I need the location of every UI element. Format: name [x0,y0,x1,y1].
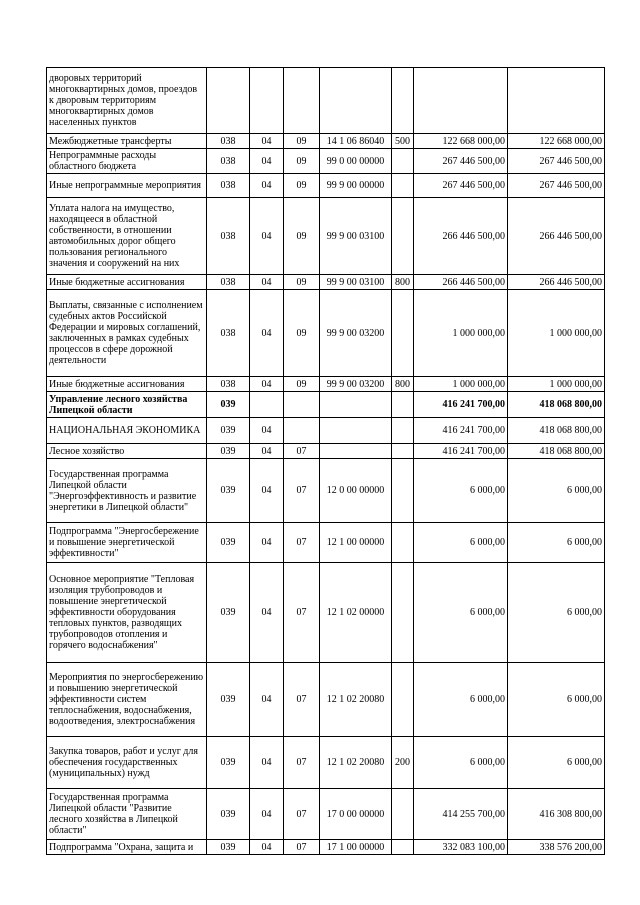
row-csr-code: 12 1 02 20080 [320,663,392,737]
row-gr-code: 039 [207,789,250,840]
row-rz-code: 04 [250,663,284,737]
row-name: Государственная программа Липецкой области "Энергоэффективность и развитие энергетики в Липецкой области" [47,459,207,523]
row-amount-1: 266 446 500,00 [414,198,508,275]
row-gr-code: 038 [207,149,250,174]
row-amount-2: 267 446 500,00 [508,149,605,174]
row-rz-code: 04 [250,563,284,663]
row-csr-code: 12 1 02 00000 [320,563,392,663]
row-csr-code: 99 9 00 03100 [320,198,392,275]
row-csr-code [320,68,392,134]
table-row [47,444,605,459]
row-amount-2: 418 068 800,00 [508,418,605,444]
row-pr-code [284,392,320,418]
table-row [47,68,605,134]
row-amount-1: 6 000,00 [414,663,508,737]
row-gr-code: 039 [207,418,250,444]
row-csr-code: 14 1 06 86040 [320,134,392,149]
row-csr-code [320,418,392,444]
row-rz-code: 04 [250,444,284,459]
row-name: Основное мероприятие "Тепловая изоляция трубопроводов и повышение энергетической эффективности оборудования тепловых пунктов, разводящих трубопроводов отопления и горячего водоснабжения" [47,563,207,663]
row-rz-code: 04 [250,459,284,523]
row-amount-2: 6 000,00 [508,523,605,563]
row-vr-code [392,789,414,840]
row-pr-code [284,68,320,134]
row-amount-2: 6 000,00 [508,737,605,789]
row-vr-code: 800 [392,377,414,392]
row-name: Лесное хозяйство [47,444,207,459]
row-amount-1: 6 000,00 [414,523,508,563]
budget-table [46,67,605,855]
row-amount-1: 6 000,00 [414,563,508,663]
row-pr-code: 07 [284,840,320,855]
row-csr-code: 99 9 00 03100 [320,275,392,290]
row-amount-2: 1 000 000,00 [508,290,605,377]
row-rz-code: 04 [250,174,284,198]
row-amount-2: 266 446 500,00 [508,198,605,275]
row-name: Управление лесного хозяйства Липецкой области [47,392,207,418]
row-pr-code: 09 [284,134,320,149]
row-amount-2: 6 000,00 [508,563,605,663]
row-rz-code: 04 [250,290,284,377]
row-amount-1: 267 446 500,00 [414,174,508,198]
row-gr-code: 038 [207,134,250,149]
row-pr-code: 07 [284,444,320,459]
row-vr-code [392,68,414,134]
row-pr-code: 09 [284,377,320,392]
table-row [47,174,605,198]
row-vr-code [392,290,414,377]
row-vr-code [392,459,414,523]
row-pr-code: 07 [284,663,320,737]
row-amount-1: 1 000 000,00 [414,377,508,392]
row-amount-2: 6 000,00 [508,459,605,523]
row-gr-code: 039 [207,523,250,563]
row-csr-code: 12 1 02 20080 [320,737,392,789]
row-gr-code: 038 [207,174,250,198]
row-gr-code: 038 [207,377,250,392]
row-name: Мероприятия по энергосбережению и повышению энергетической эффективности систем теплоснабжения, водоснабжения, водоотведения, электроснабжения [47,663,207,737]
row-amount-2: 418 068 800,00 [508,444,605,459]
row-amount-2: 122 668 000,00 [508,134,605,149]
row-name: Иные бюджетные ассигнования [47,377,207,392]
row-name: НАЦИОНАЛЬНАЯ ЭКОНОМИКА [47,418,207,444]
row-vr-code [392,198,414,275]
row-pr-code: 07 [284,789,320,840]
row-csr-code: 12 1 00 00000 [320,523,392,563]
table-row [47,377,605,392]
row-rz-code: 04 [250,198,284,275]
row-gr-code: 039 [207,392,250,418]
row-name: Непрограммные расходы областного бюджета [47,149,207,174]
row-csr-code: 17 0 00 00000 [320,789,392,840]
table-row [47,737,605,789]
row-rz-code: 04 [250,789,284,840]
row-rz-code: 04 [250,840,284,855]
row-amount-1: 1 000 000,00 [414,290,508,377]
row-amount-1: 267 446 500,00 [414,149,508,174]
row-vr-code: 200 [392,737,414,789]
row-csr-code: 12 0 00 00000 [320,459,392,523]
table-row [47,392,605,418]
row-rz-code [250,68,284,134]
row-amount-1 [414,68,508,134]
row-pr-code: 07 [284,737,320,789]
row-amount-2: 416 308 800,00 [508,789,605,840]
row-vr-code [392,523,414,563]
row-amount-2: 338 576 200,00 [508,840,605,855]
row-amount-1: 414 255 700,00 [414,789,508,840]
row-gr-code: 038 [207,198,250,275]
row-csr-code: 99 0 00 00000 [320,149,392,174]
row-gr-code: 039 [207,663,250,737]
row-name: Закупка товаров, работ и услуг для обеспечения государственных (муниципальных) нужд [47,737,207,789]
row-name: Подпрограмма "Охрана, защита и [47,840,207,855]
row-vr-code: 500 [392,134,414,149]
row-gr-code: 039 [207,840,250,855]
row-pr-code: 09 [284,198,320,275]
row-vr-code [392,174,414,198]
row-vr-code [392,563,414,663]
row-gr-code: 039 [207,444,250,459]
row-rz-code: 04 [250,275,284,290]
row-csr-code [320,392,392,418]
table-row [47,840,605,855]
row-amount-1: 416 241 700,00 [414,392,508,418]
table-row [47,134,605,149]
row-csr-code: 99 9 00 00000 [320,174,392,198]
row-pr-code: 09 [284,290,320,377]
row-rz-code: 04 [250,377,284,392]
row-pr-code: 07 [284,459,320,523]
row-rz-code: 04 [250,418,284,444]
row-rz-code: 04 [250,149,284,174]
row-amount-1: 6 000,00 [414,737,508,789]
row-amount-2: 1 000 000,00 [508,377,605,392]
row-vr-code [392,663,414,737]
row-name: Подпрограмма "Энергосбережение и повышение энергетической эффективности" [47,523,207,563]
row-csr-code: 99 9 00 03200 [320,377,392,392]
row-pr-code [284,418,320,444]
row-vr-code [392,418,414,444]
row-csr-code [320,444,392,459]
table-row [47,563,605,663]
row-vr-code [392,149,414,174]
row-name: Иные непрограммные мероприятия [47,174,207,198]
row-vr-code [392,392,414,418]
table-row [47,459,605,523]
row-name: Государственная программа Липецкой области "Развитие лесного хозяйства в Липецкой области" [47,789,207,840]
row-gr-code [207,68,250,134]
table-row [47,149,605,174]
row-gr-code: 038 [207,290,250,377]
row-gr-code: 039 [207,737,250,789]
row-name: Уплата налога на имущество, находящееся в областной собственности, в отношении автомобильных дорог общего пользования регионального значения и сооружений на них [47,198,207,275]
row-amount-1: 416 241 700,00 [414,418,508,444]
row-pr-code: 09 [284,149,320,174]
table-row [47,418,605,444]
table-row [47,789,605,840]
row-amount-2: 266 446 500,00 [508,275,605,290]
row-amount-1: 122 668 000,00 [414,134,508,149]
row-pr-code: 09 [284,174,320,198]
row-amount-1: 6 000,00 [414,459,508,523]
row-vr-code: 800 [392,275,414,290]
row-amount-1: 266 446 500,00 [414,275,508,290]
row-pr-code: 07 [284,523,320,563]
row-amount-1: 416 241 700,00 [414,444,508,459]
row-amount-2: 267 446 500,00 [508,174,605,198]
row-gr-code: 039 [207,459,250,523]
row-name: Иные бюджетные ассигнования [47,275,207,290]
row-amount-2 [508,68,605,134]
row-amount-1: 332 083 100,00 [414,840,508,855]
table-row [47,198,605,275]
row-name: дворовых территорий многоквартирных домов, проездов к дворовым территориям многоквартирных домов населенных пунктов [47,68,207,134]
row-csr-code: 17 1 00 00000 [320,840,392,855]
row-csr-code: 99 9 00 03200 [320,290,392,377]
row-name: Межбюджетные трансферты [47,134,207,149]
table-row [47,663,605,737]
row-rz-code [250,392,284,418]
row-rz-code: 04 [250,737,284,789]
row-rz-code: 04 [250,523,284,563]
row-gr-code: 038 [207,275,250,290]
row-pr-code: 09 [284,275,320,290]
table-row [47,275,605,290]
table-row [47,523,605,563]
row-amount-2: 418 068 800,00 [508,392,605,418]
row-gr-code: 039 [207,563,250,663]
row-amount-2: 6 000,00 [508,663,605,737]
row-rz-code: 04 [250,134,284,149]
row-vr-code [392,840,414,855]
row-name: Выплаты, связанные с исполнением судебных актов Российской Федерации и мировых соглашений, заключенных в рамках судебных процессов в сфере дорожной деятельности [47,290,207,377]
row-pr-code: 07 [284,563,320,663]
row-vr-code [392,444,414,459]
table-row [47,290,605,377]
